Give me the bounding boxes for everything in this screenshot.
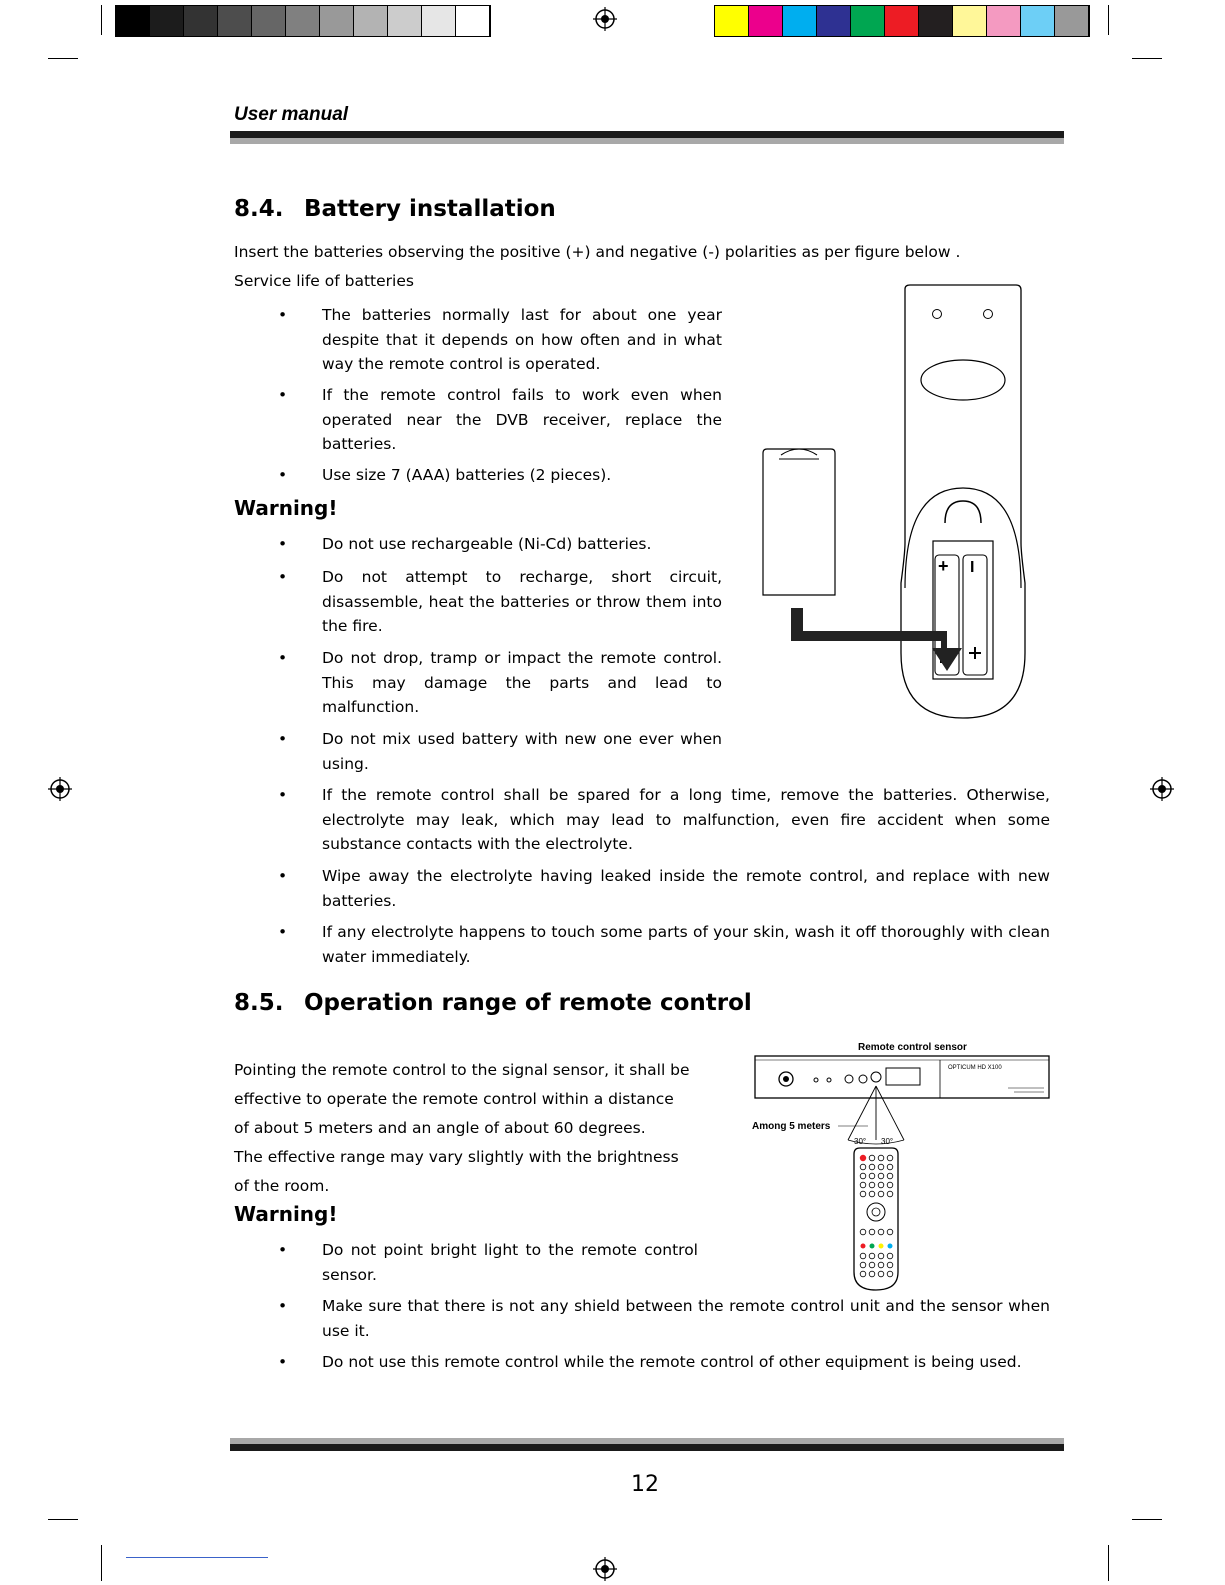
angle-right-label: 30°: [881, 1137, 894, 1146]
color-swatch: [150, 6, 184, 36]
section-number: 8.5.: [234, 990, 284, 1016]
section-heading-8-5: [234, 990, 752, 1016]
list-item: • Do not drop, tramp or impact the remote control. This may damage the parts and lead to malfunction.: [278, 649, 722, 716]
color-swatch: [851, 6, 885, 36]
warning-heading: Warning!: [234, 1202, 338, 1226]
color-swatch: [817, 6, 851, 36]
crop-mark: [1132, 58, 1162, 59]
crop-mark: [101, 1545, 102, 1581]
paragraph-line: Pointing the remote control to the signal sensor, it shall be: [234, 1061, 690, 1079]
color-swatch: [320, 6, 354, 36]
grayscale-bar: [115, 5, 491, 37]
list-item: • Do not use rechargeable (Ni-Cd) batteries.: [278, 535, 652, 553]
list-item: • If any electrolyte happens to touch some parts of your skin, wash it off thoroughly with clean water immediately.: [278, 923, 1050, 966]
list-item: • If the remote control fails to work even when operated near the DVB receiver, replace the batteries.: [278, 386, 722, 453]
section-title: Operation range of remote control: [304, 990, 752, 1016]
color-swatch: [184, 6, 218, 36]
list-item: • If the remote control shall be spared for a long time, remove the batteries. Otherwise, electrolyte may leak, which may lead to malfunction, even fire accident when some substance contacts with the electrolyte.: [278, 786, 1050, 853]
paragraph-line: The effective range may vary slightly with the brightness: [234, 1148, 679, 1166]
battery-installation-figure: [755, 283, 1035, 728]
crop-mark: [1108, 1545, 1109, 1581]
crop-mark: [1108, 5, 1109, 35]
color-swatch: [252, 6, 286, 36]
angle-left-label: 30°: [854, 1137, 867, 1146]
list-item: • Use size 7 (AAA) batteries (2 pieces).: [278, 466, 612, 484]
section-title: Battery installation: [304, 196, 556, 222]
color-swatch: [354, 6, 388, 36]
paragraph-line: of the room.: [234, 1177, 330, 1195]
sensor-label: Remote control sensor: [858, 1042, 967, 1053]
blue-line: [126, 1557, 268, 1558]
color-swatch: [953, 6, 987, 36]
brand-label: OPTICUM HD X100: [948, 1065, 1002, 1071]
paragraph-line: of about 5 meters and an angle of about 60 degrees.: [234, 1119, 646, 1137]
service-life-label: Service life of batteries: [234, 272, 414, 290]
color-swatch: [422, 6, 456, 36]
intro-text: Insert the batteries observing the positive (+) and negative (-) polarities as per figure below .: [234, 243, 961, 261]
plus-mark: +: [938, 556, 949, 576]
registration-mark: [47, 776, 73, 802]
registration-mark: [592, 6, 618, 32]
crop-mark: [1132, 1519, 1162, 1520]
color-swatch: [1055, 6, 1089, 36]
crop-mark: [48, 1519, 78, 1520]
list-item: • Wipe away the electrolyte having leaked inside the remote control, and replace with new batteries.: [278, 867, 1050, 910]
color-swatch: [456, 6, 490, 36]
registration-mark: [592, 1556, 618, 1582]
crop-mark: [48, 58, 78, 59]
distance-label: Among 5 meters: [752, 1121, 831, 1132]
section-number: 8.4.: [234, 196, 284, 222]
color-swatch: [116, 6, 150, 36]
crop-mark: [101, 5, 102, 35]
section-heading-8-4: [234, 196, 556, 222]
list-item: • Do not mix used battery with new one ever when using.: [278, 730, 722, 773]
color-swatch: [286, 6, 320, 36]
receiver-front-panel: [755, 1056, 1049, 1098]
list-item: • Do not use this remote control while the remote control of other equipment is being used.: [278, 1353, 1022, 1371]
list-item: • Do not point bright light to the remote control sensor.: [278, 1241, 698, 1284]
color-bar: [714, 5, 1090, 37]
remote-button: [860, 1155, 866, 1161]
registration-mark: [1149, 776, 1175, 802]
list-item: • Make sure that there is not any shield between the remote control unit and the sensor when use it.: [278, 1297, 1050, 1340]
color-swatch: [749, 6, 783, 36]
color-swatch: [1021, 6, 1055, 36]
footer-rule: [230, 1444, 1064, 1451]
battery-cover: [763, 449, 835, 595]
color-swatch: [783, 6, 817, 36]
paragraph-line: effective to operate the remote control within a distance: [234, 1090, 674, 1108]
color-swatch: [987, 6, 1021, 36]
operation-range-figure: [752, 1036, 1064, 1306]
color-swatch: [919, 6, 953, 36]
warning-heading: Warning!: [234, 496, 338, 520]
header-label: User manual: [234, 104, 349, 125]
header-rule: [230, 131, 1064, 138]
color-swatch: [218, 6, 252, 36]
header-rule: [230, 138, 1064, 144]
color-swatch: [885, 6, 919, 36]
color-swatch: [715, 6, 749, 36]
list-item: • The batteries normally last for about one year despite that it depends on how often and in what way the remote control is operated.: [278, 306, 722, 373]
color-swatch: [388, 6, 422, 36]
page-number: 12: [631, 1472, 659, 1497]
minus-mark: I: [970, 559, 975, 576]
list-item: • Do not attempt to recharge, short circuit, disassemble, heat the batteries or throw them into the fire.: [278, 568, 722, 635]
